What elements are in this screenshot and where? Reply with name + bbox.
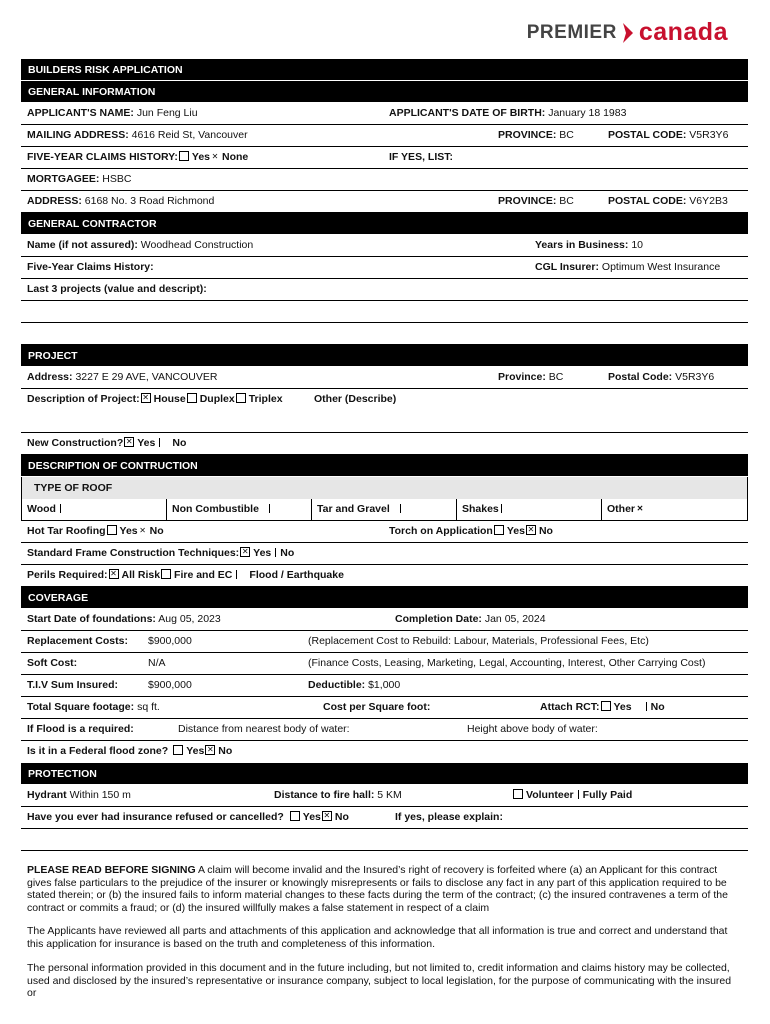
sqft-label: Total Square footage: — [27, 701, 135, 713]
replacement-field[interactable]: $900,000 — [148, 635, 192, 647]
new-construction-no-checkbox[interactable] — [159, 438, 160, 447]
postal-field-2[interactable]: V6Y2B3 — [689, 195, 728, 207]
duplex-checkbox[interactable] — [187, 393, 197, 403]
refused-yes-checkbox[interactable] — [290, 811, 300, 821]
claims-yes-label: Yes — [191, 151, 211, 163]
federal-yes-checkbox[interactable] — [173, 745, 183, 755]
legal-paragraph-1 — [27, 864, 742, 914]
projects-line-1[interactable] — [21, 301, 748, 323]
federal-no-label: No — [218, 745, 233, 757]
claims-none-checkbox[interactable] — [211, 153, 219, 161]
duplex-label: Duplex — [199, 393, 235, 405]
postal-label: POSTAL CODE: — [608, 129, 687, 141]
province-field[interactable]: BC — [559, 129, 574, 141]
roof-tar-gravel-cell[interactable] — [312, 499, 457, 520]
projects-row — [21, 279, 748, 301]
triplex-label: Triplex — [248, 393, 283, 405]
torch-label: Torch on Application — [389, 525, 493, 537]
mortgagee-address-row — [21, 191, 748, 213]
replacement-row — [21, 631, 748, 653]
completion-date-label: Completion Date: — [395, 613, 482, 625]
mailing-label: MAILING ADDRESS: — [27, 129, 129, 141]
flood-row — [21, 719, 748, 741]
project-postal-field[interactable]: V5R3Y6 — [675, 371, 715, 383]
address-field[interactable]: 6168 No. 3 Road Richmond — [84, 195, 215, 207]
rct-label: Attach RCT: — [540, 701, 600, 713]
frame-yes-label: Yes — [253, 547, 272, 559]
new-construction-yes-label: Yes — [137, 437, 156, 449]
refused-no-label: No — [334, 811, 349, 823]
roof-wood-cell[interactable] — [22, 499, 167, 520]
frame-label: Standard Frame Construction Techniques: — [27, 547, 240, 559]
explain-line[interactable] — [21, 829, 748, 851]
flood-label: Flood / Earthquake — [249, 569, 344, 581]
claims-row — [21, 147, 748, 169]
postal-label-2: POSTAL CODE: — [608, 195, 687, 207]
square-footage-row — [21, 697, 748, 719]
hydrant-label: Hydrant — [27, 789, 67, 801]
fire-hall-label: Distance to fire hall: — [274, 789, 375, 801]
refused-no-checkbox[interactable] — [322, 811, 332, 821]
hot-tar-label: Hot Tar Roofing — [27, 525, 106, 537]
mortgagee-field[interactable]: HSBC — [102, 173, 132, 185]
completion-date-field[interactable]: Jan 05, 2024 — [484, 613, 546, 625]
contractor-claims-label: Five-Year Claims History: — [27, 261, 154, 273]
rct-yes-checkbox[interactable] — [601, 701, 611, 711]
cgl-field[interactable]: Optimum West Insurance — [601, 261, 721, 273]
federal-flood-row — [21, 741, 748, 763]
torch-no-label: No — [538, 525, 553, 537]
dob-label: APPLICANT'S DATE OF BIRTH: — [389, 107, 546, 119]
if-yes-list-label: IF YES, LIST: — [389, 151, 453, 163]
roof-other-checkbox[interactable] — [636, 505, 644, 513]
house-label: House — [153, 393, 186, 405]
hot-tar-no-label: No — [149, 525, 164, 537]
cgl-label: CGL Insurer: — [535, 261, 599, 273]
mailing-row — [21, 125, 748, 147]
roof-other-cell[interactable] — [602, 499, 747, 520]
hot-tar-yes-label: Yes — [119, 525, 138, 537]
legal-text-1: A claim will become invalid and the Insured’s right of recovery is forfeited where (a) an Applicant for this contract gives false particulars to the prejudice of the insurer or knowingly misrepresents or fails to disclose any fact in any part of this application required to be stated therein; or (b) the insured fails to inform material changes to these facts during the term of the contract; (c) the insured contravenes a term of the contract or commits a fraud; or (d) the insured willfully makes a false statement in respect of a claim — [27, 864, 728, 914]
federal-yes-label: Yes — [186, 745, 205, 757]
coverage-header: COVERAGE — [21, 587, 748, 609]
fire-ec-checkbox[interactable] — [161, 569, 171, 579]
read-before-signing: PLEASE READ BEFORE SIGNING — [27, 864, 196, 876]
hydrant-field[interactable]: Within 150 m — [69, 789, 131, 801]
deductible-field[interactable]: $1,000 — [368, 679, 401, 691]
new-construction-yes-checkbox[interactable] — [124, 437, 134, 447]
tiv-row — [21, 675, 748, 697]
roof-other-label: Other — [607, 503, 636, 515]
fire-hall-field[interactable]: 5 KM — [377, 789, 402, 801]
form-title: BUILDERS RISK APPLICATION — [21, 59, 748, 81]
general-info-header: GENERAL INFORMATION — [21, 81, 748, 103]
start-date-field[interactable]: Aug 05, 2023 — [158, 613, 221, 625]
legal-paragraph-3: The personal information provided in this document and in the future including, but not limited to, credit information and claims history may be collected, used and disclosed by the insured’s representative or insurance company, subject to local legislation, for the purpose of communicating with the insured or — [27, 962, 732, 999]
logo-canada-text: canada — [638, 18, 728, 46]
mailing-field[interactable]: 4616 Reid St, Vancouver — [131, 129, 248, 141]
years-field[interactable]: 10 — [631, 239, 643, 251]
project-address-field[interactable]: 3227 E 29 AVE, VANCOUVER — [75, 371, 218, 383]
roofing-method-row — [21, 521, 748, 543]
tiv-field[interactable]: $900,000 — [148, 679, 192, 691]
contractor-name-label: Name (if not assured): — [27, 239, 138, 251]
house-checkbox[interactable] — [141, 393, 151, 403]
hydrant-row — [21, 785, 748, 807]
flood-required-label: If Flood is a required: — [27, 723, 134, 735]
new-construction-no-label: No — [172, 437, 187, 449]
dates-row — [21, 609, 748, 631]
roof-noncombustible-label: Non Combustible — [172, 503, 259, 515]
projects-line-2[interactable] — [21, 323, 748, 345]
legal-paragraph-2: The Applicants have reviewed all parts and attachments of this application and acknowledge that all information is true and correct and understand that this application for insurance is based on the truth and completeness of this information. — [27, 925, 728, 950]
deductible-label: Deductible: — [308, 679, 366, 691]
distance-water-label: Distance from nearest body of water: — [178, 723, 350, 735]
application-form — [21, 59, 748, 851]
flood-checkbox[interactable] — [236, 570, 237, 579]
start-date-label: Start Date of foundations: — [27, 613, 156, 625]
fire-ec-label: Fire and EC — [174, 569, 233, 581]
new-construction-row — [21, 433, 748, 455]
description-label: Description of Project: — [27, 393, 140, 405]
sqft-field[interactable]: sq ft. — [137, 701, 160, 713]
soft-cost-row — [21, 653, 748, 675]
logo-chevron-icon — [621, 22, 635, 44]
protection-header: PROTECTION — [21, 763, 748, 785]
logo-premier-text: PREMIER — [526, 21, 617, 43]
years-label: Years in Business: — [535, 239, 629, 251]
postal-field[interactable]: V5R3Y6 — [689, 129, 729, 141]
refused-yes-label: Yes — [302, 811, 321, 823]
other-describe-label: Other (Describe) — [314, 393, 397, 405]
new-construction-label: New Construction? — [27, 437, 124, 449]
applicant-row — [21, 103, 748, 125]
soft-cost-note: (Finance Costs, Leasing, Marketing, Legal, Accounting, Interest, Other Carrying Cost) — [308, 657, 706, 669]
applicant-name-label: APPLICANT'S NAME: — [27, 107, 134, 119]
project-address-label: Address: — [27, 371, 73, 383]
mortgagee-row — [21, 169, 748, 191]
project-description-row — [21, 389, 748, 411]
roof-tar-gravel-label: Tar and Gravel — [317, 503, 390, 515]
perils-row — [21, 565, 748, 587]
claims-yes-checkbox[interactable] — [179, 151, 189, 161]
frame-yes-checkbox[interactable] — [240, 547, 250, 557]
torch-yes-checkbox[interactable] — [494, 525, 504, 535]
fully-paid-checkbox[interactable] — [578, 790, 579, 799]
claims-none-label: None — [222, 151, 249, 163]
perils-label: Perils Required: — [27, 569, 108, 581]
mortgagee-label: MORTGAGEE: — [27, 173, 100, 185]
fully-paid-label: Fully Paid — [582, 789, 633, 801]
province-label: PROVINCE: — [498, 129, 557, 141]
contractor-claims-row — [21, 257, 748, 279]
rct-no-checkbox[interactable] — [646, 702, 647, 711]
project-province-field[interactable]: BC — [548, 371, 564, 383]
contractor-header: GENERAL CONTRACTOR — [21, 213, 748, 235]
federal-flood-label: Is it in a Federal flood zone? — [27, 745, 169, 757]
frame-no-label: No — [280, 547, 295, 559]
rct-yes-label: Yes — [613, 701, 632, 713]
frame-row — [21, 543, 748, 565]
tiv-label: T.I.V Sum Insured: — [27, 679, 119, 691]
claims-label: FIVE-YEAR CLAIMS HISTORY: — [27, 151, 178, 163]
height-water-label: Height above body of water: — [467, 723, 598, 735]
contractor-name-row — [21, 235, 748, 257]
roof-noncombustible-cell[interactable] — [167, 499, 312, 520]
roof-type-grid — [21, 499, 748, 521]
all-risk-checkbox[interactable] — [109, 569, 119, 579]
frame-no-checkbox[interactable] — [275, 548, 276, 557]
project-header: PROJECT — [21, 345, 748, 367]
projects-label: Last 3 projects (value and descript): — [27, 283, 207, 295]
roof-shakes-cell[interactable] — [457, 499, 602, 520]
replacement-label: Replacement Costs: — [27, 635, 128, 647]
hot-tar-no-checkbox[interactable] — [139, 527, 147, 535]
refused-label: Have you ever had insurance refused or cancelled? — [27, 811, 284, 823]
volunteer-checkbox[interactable] — [513, 789, 523, 799]
volunteer-label: Volunteer — [526, 789, 574, 801]
construction-header: DESCRIPTION OF CONTRUCTION — [21, 455, 748, 477]
replacement-note: (Replacement Cost to Rebuild: Labour, Materials, Professional Fees, Etc) — [308, 635, 649, 647]
cost-per-sqft-label: Cost per Square foot: — [323, 701, 431, 713]
explain-label: If yes, please explain: — [395, 811, 503, 823]
roof-shakes-label: Shakes — [462, 503, 499, 515]
federal-no-checkbox[interactable] — [205, 745, 215, 755]
address-label: ADDRESS: — [27, 195, 82, 207]
torch-no-checkbox[interactable] — [526, 525, 536, 535]
roof-type-header: TYPE OF ROOF — [21, 477, 748, 499]
soft-cost-field[interactable]: N/A — [148, 657, 166, 669]
province-label-2: PROVINCE: — [498, 195, 557, 207]
hot-tar-yes-checkbox[interactable] — [107, 525, 117, 535]
applicant-name-field[interactable]: Jun Feng Liu — [136, 107, 198, 119]
rct-no-label: No — [650, 701, 665, 713]
dob-field[interactable]: January 18 1983 — [548, 107, 627, 119]
all-risk-label: All Risk — [121, 569, 161, 581]
torch-yes-label: Yes — [506, 525, 525, 537]
project-postal-label: Postal Code: — [608, 371, 673, 383]
triplex-checkbox[interactable] — [236, 393, 246, 403]
soft-cost-label: Soft Cost: — [27, 657, 78, 669]
project-province-label: Province: — [498, 371, 546, 383]
project-address-row — [21, 367, 748, 389]
province-field-2[interactable]: BC — [559, 195, 574, 207]
description-line[interactable] — [21, 411, 748, 433]
roof-wood-label: Wood — [27, 503, 56, 515]
logo — [527, 18, 728, 47]
contractor-name-field[interactable]: Woodhead Construction — [140, 239, 254, 251]
refused-row — [21, 807, 748, 829]
